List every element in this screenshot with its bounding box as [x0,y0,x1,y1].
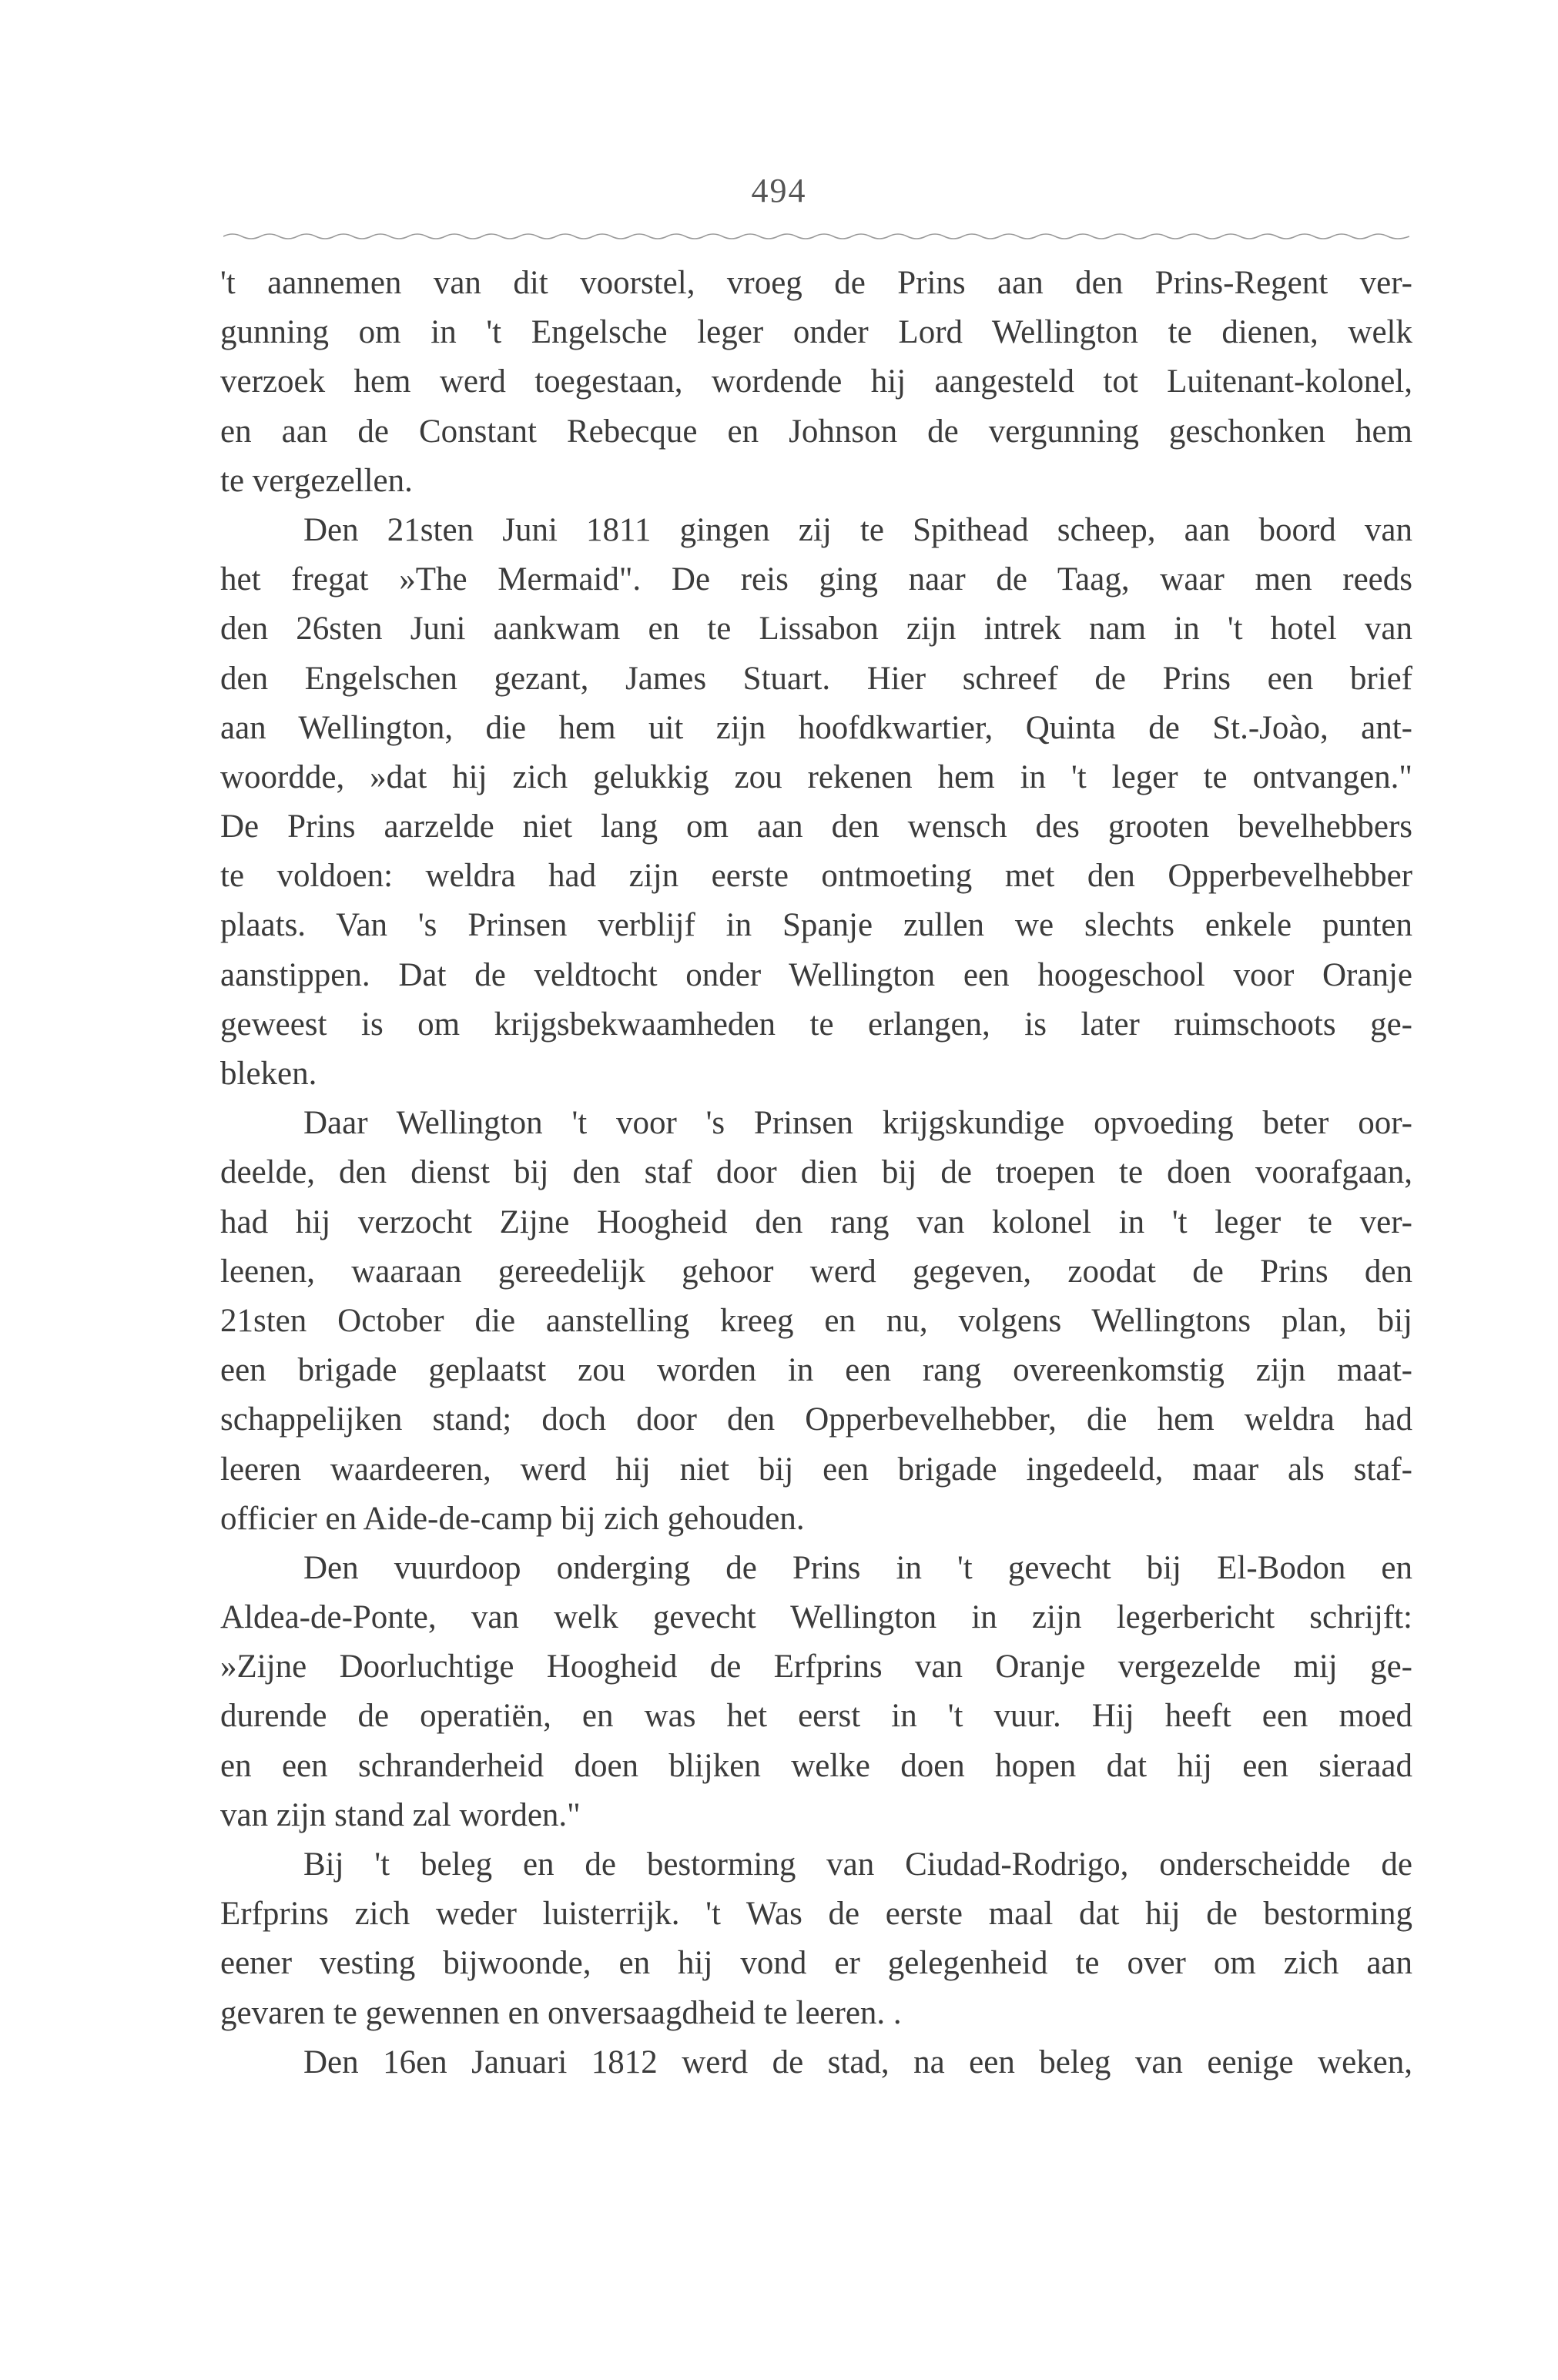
text-line: 21sten October die aanstelling kreeg en nu, volgens Wellingtons plan, bij [220,1302,1412,1339]
text-line: gevaren te gewennen en onversaagdheid te leeren. . [220,1994,902,2031]
text-line: schappelijken stand; doch door den Opperbevelhebber, die hem weldra had [220,1401,1412,1438]
text-line: Den 21sten Juni 1811 gingen zij te Spithead scheep, aan boord van [303,511,1412,548]
text-line: officier en Aide-de-camp bij zich gehouden. [220,1500,805,1537]
text-line: durende de operatiën, en was het eerst in 't vuur. Hij heeft een moed [220,1698,1412,1735]
text-line: Daar Wellington 't voor 's Prinsen krijgskundige opvoeding beter oor- [303,1105,1412,1142]
text-line: »Zijne Doorluchtige Hoogheid de Erfprins van Oranje vergezelde mij ge- [220,1649,1412,1685]
text-line: aanstippen. Dat de veldtocht onder Wellington een hoogeschool voor Oranje [220,956,1412,993]
text-line: Den vuurdoop onderging de Prins in 't gevecht bij El-Bodon en [303,1549,1412,1586]
text-line: Bij 't beleg en de bestorming van Ciudad-Rodrigo, onderscheidde de [303,1846,1412,1883]
text-line: den Engelschen gezant, James Stuart. Hier schreef de Prins een brief [220,660,1412,697]
page-number: 494 [751,172,807,209]
text-line: en aan de Constant Rebecque en Johnson de vergunning geschonken hem [220,413,1412,450]
text-line: leeren waardeeren, werd hij niet bij een brigade ingedeeld, maar als staf- [220,1451,1412,1488]
text-line: aan Wellington, die hem uit zijn hoofdkwartier, Quinta de St.-Joào, ant- [220,709,1412,746]
text-line: De Prins aarzelde niet lang om aan den wensch des grooten bevelhebbers [220,808,1412,845]
text-line: van zijn stand zal worden." [220,1796,581,1833]
text-line: een brigade geplaatst zou worden in een rang overeenkomstig zijn maat- [220,1352,1412,1389]
text-line: had hij verzocht Zijne Hoogheid den rang van kolonel in 't leger te ver- [220,1203,1412,1240]
text-line: verzoek hem werd toegestaan, wordende hij aangesteld tot Luitenant-kolonel, [220,363,1412,400]
text-line: Erfprins zich weder luisterrijk. 't Was de eerste maal dat hij de bestorming [220,1896,1412,1933]
text-line: geweest is om krijgsbekwaamheden te erlangen, is later ruimschoots ge- [220,1006,1412,1043]
text-line: eener vesting bijwoonde, en hij vond er gelegenheid te over om zich aan [220,1945,1412,1982]
text-line: te voldoen: weldra had zijn eerste ontmoeting met den Opperbevelhebber [220,858,1412,895]
header-rule [223,231,1409,242]
text-line: leenen, waaraan gereedelijk gehoor werd gegeven, zoodat de Prins den [220,1253,1412,1290]
text-line: Den 16en Januari 1812 werd de stad, na een beleg van eenige weken, [303,2044,1412,2080]
text-line: bleken. [220,1056,317,1092]
text-line: plaats. Van 's Prinsen verblijf in Spanje zullen we slechts enkele punten [220,907,1412,944]
text-line: 't aannemen van dit voorstel, vroeg de Prins aan den Prins-Regent ver- [220,265,1412,301]
text-line: den 26sten Juni aankwam en te Lissabon zijn intrek nam in 't hotel van [220,611,1412,648]
body-text [220,259,1412,2087]
text-line: woordde, »dat hij zich gelukkig zou rekenen hem in 't leger te ontvangen." [220,758,1412,795]
text-line: te vergezellen. [220,462,413,499]
text-line: Aldea-de-Ponte, van welk gevecht Wellington in zijn legerbericht schrijft: [220,1599,1412,1636]
text-line: het fregat »The Mermaid". De reis ging naar de Taag, waar men reeds [220,561,1412,598]
text-line: deelde, den dienst bij den staf door dien bij de troepen te doen voorafgaan, [220,1154,1412,1191]
text-line: gunning om in 't Engelsche leger onder Lord Wellington te dienen, welk [220,314,1412,351]
text-line: en een schranderheid doen blijken welke doen hopen dat hij een sieraad [220,1747,1412,1784]
